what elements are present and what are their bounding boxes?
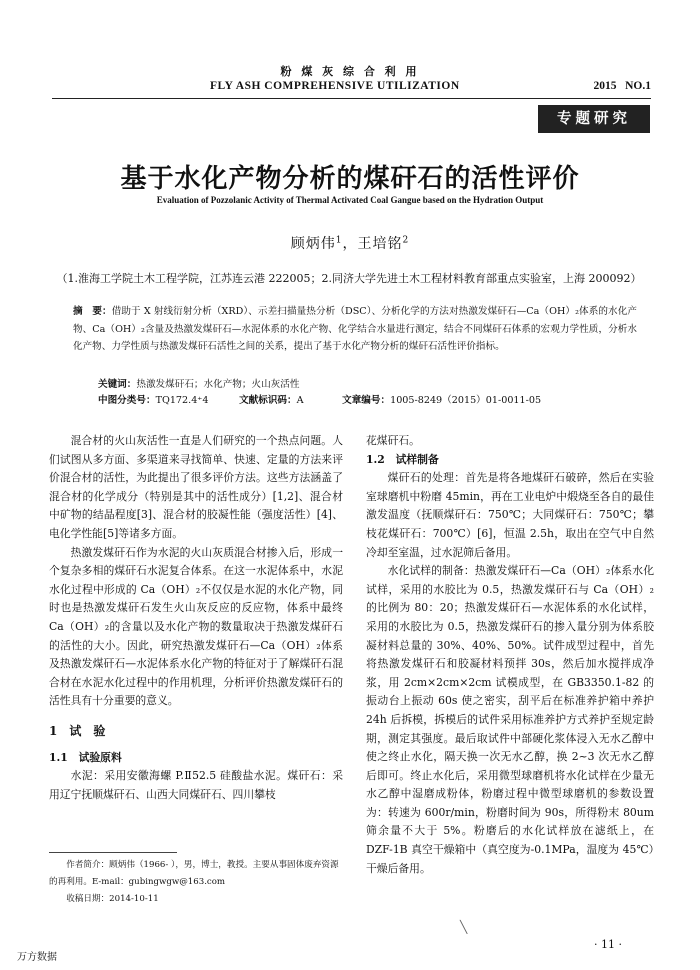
column-tag: 专题研究	[538, 105, 650, 133]
keywords	[98, 376, 299, 390]
abstract-label: 摘 要：	[73, 306, 112, 317]
keywords-text: 热激发煤矸石；水化产物；火山灰活性	[136, 379, 300, 390]
keywords-label: 关键词：	[98, 379, 137, 390]
author-affil-sup: 2	[402, 235, 410, 246]
article-no-value: 1005-8249（2015）01-0011-05	[390, 395, 542, 406]
header-rule	[52, 98, 651, 99]
author-separator: ，	[342, 236, 358, 252]
body-paragraph: 花煤矸石。	[366, 434, 420, 447]
clc-label: 中图分类号：	[98, 395, 156, 406]
author-name: 王培铭	[357, 236, 403, 252]
issue-label: 2015 NO.1	[593, 80, 651, 92]
page-number: · 11 ·	[594, 938, 622, 951]
article-no-label: 文章编号：	[342, 395, 391, 406]
classification-line	[98, 392, 638, 406]
clc-value: TQ172.4⁺4	[155, 395, 209, 406]
article-title-en: Evaluation of Pozzolanic Activity of Thermal Activated Coal Gangue based on the Hydration Output	[156, 195, 544, 205]
watermark: 万方数据	[17, 952, 57, 963]
subsection-heading: 1.1 试验原料	[49, 750, 122, 764]
body-paragraph: 热激发煤矸石作为水泥的火山灰质混合材掺入后，形成一个复杂多相的煤矸石水泥复合体系。在这一水泥体系中，水泥水化过程中形成的 Ca（OH）₂不仅仅是水泥的水化产物，同时也是热激发煤矸石发生火山灰反应的反应物，体系中最终 Ca（OH）₂的含量以及水化产物的数量取决于热激发煤矸石的活性的大小。因此，研究热激发煤矸石—Ca（OH）₂体系及热激发煤矸石—水泥体系水化产物的特征对于了解煤矸石混合材在水泥水化过程中的作用机理，分析评价热激发煤矸石的活性具有十分重要的意义。	[49, 545, 343, 708]
subsection-heading: 1.2 试样制备	[366, 452, 439, 466]
author-name: 顾炳伟	[290, 236, 336, 252]
abstract	[73, 303, 637, 356]
author-affil-sup: 1	[335, 235, 343, 246]
body-paragraph: 水泥：采用安徽海螺 P.Ⅱ52.5 硅酸盐水泥。煤矸石：采用辽宁抚顺煤矸石、山西大同煤矸石、四川攀枝	[49, 769, 343, 801]
journal-name-en: FLY ASH COMPREHENSIVE UTILIZATION	[210, 80, 460, 92]
footnote-rule	[49, 852, 177, 853]
abstract-text: 借助于 X 射线衍射分析（XRD）、示差扫描量热分析（DSC）、分析化学的方法对热激发煤矸石—Ca（OH）₂体系的水化产物、Ca（OH）₂含量及热激发煤矸石—水泥体系的水化产物、化学结合水量进行测定，结合不同煤矸石体系的宏观力学性质，分析水化产物、力学性质与热激发煤矸石活性之间的关系，提出了基于水化产物分析的煤矸石活性评价指标。	[73, 306, 637, 352]
body-paragraph: 煤矸石的处理：首先是将各地煤矸石破碎，然后在实验室球磨机中粉磨 45min，再在工业电炉中煅烧至各自的最佳激发温度（抚顺煤矸石：750℃；大同煤矸石：750℃；攀枝花煤矸石：700℃）[6]，恒温 2.5h，取出在空气中自然冷却至室温，过水泥筛后备用。	[366, 471, 654, 559]
right-column	[366, 432, 654, 878]
authors	[0, 233, 700, 253]
affiliations: （1.淮海工学院土木工程学院，江苏连云港 222005；2.同济大学先进土木工程材料教育部重点实验室，上海 200092）	[56, 272, 642, 285]
journal-name-cn: 粉 煤 灰 综 合 利 用	[280, 65, 420, 78]
stray-mark: ╲	[460, 920, 468, 934]
doc-code-label: 文献标识码：	[239, 395, 297, 406]
body-paragraph: 混合材的火山灰活性一直是人们研究的一个热点问题。人们试图从多方面、多渠道来寻找简单、快速、定量的方法来评价混合材的活性，为此提出了很多评价方法。这些方法涵盖了混合材的化学成分（特别是其中的活性成分）[1,2]、混合材中矿物的结晶程度[3]、混合材的胶凝性能（强度活性）[4]、电化学性能[5]等诸多方面。	[49, 434, 343, 540]
footnote	[49, 857, 343, 908]
body-paragraph: 水化试样的制备：热激发煤矸石—Ca（OH）₂体系水化试样，采用的水胶比为 0.5，热激发煤矸石与 Ca（OH）₂的比例为 80：20；热激发煤矸石—水泥体系的水化试样，采用的水胶比为 0.5，热激发煤矸石的掺入量分别为体系胶凝材料总量的 30%、40%、50%。试件成型过程中，首先将热激发煤矸石和胶凝材料预拌 30s，然后加水搅拌成净浆，用 2cm×2cm×2cm 试模成型，在 GB3350.1-82 的振动台上振动 60s 使之密实，刮平后在标准养护箱中养护 24h 后拆模，拆模后的试件采用标准养护方式养护至规定龄期，测定其强度。最后取试件中部硬化浆体浸入无水乙醇中使之终止水化，隔天换一次无水乙醇，换 2~3 次无水乙醇后即可。终止水化后，采用微型球磨机将水化试样在少量无水乙醇中湿磨成粉体，粉磨过程中微型球磨机的参数设置为：转速为 600r/min，粉磨时间为 90s，所得粉末 80um 筛余量不大于 5%。粉磨后的水化试样放在滤纸上，在 DZF-1B 真空干燥箱中（真空度为-0.1MPa，温度为 45℃）干燥后备用。	[366, 564, 654, 875]
left-column	[49, 432, 343, 804]
article-title: 基于水化产物分析的煤矸石的活性评价	[120, 164, 580, 194]
doc-code-value: A	[296, 395, 304, 406]
section-heading: 1 试 验	[49, 723, 106, 738]
author-intro: 作者简介：顾炳伟（1966- ），男，博士，教授。主要从事固体废弃资源的再利用。E-mail：gubingwgw@163.com	[49, 860, 339, 887]
received-date: 收稿日期：2014-10-11	[66, 894, 159, 904]
